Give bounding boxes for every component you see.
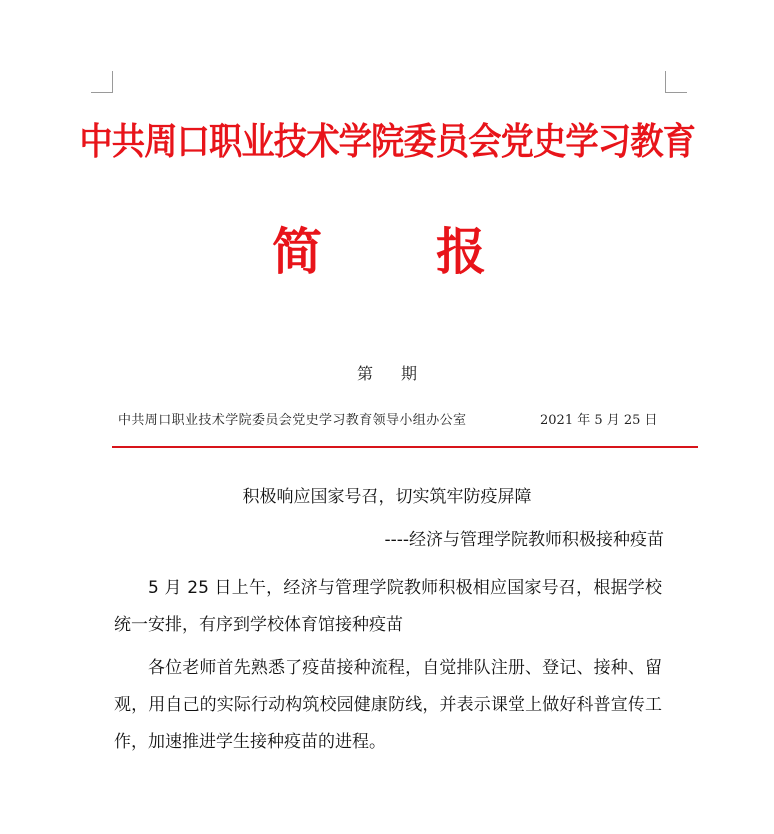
article-paragraph: 各位老师首先熟悉了疫苗接种流程，自觉排队注册、登记、接种、留观，用自己的实际行动构筑校园健康防线，并表示课堂上做好科普宣传工作，加速推进学生接种疫苗的进程。 [114,658,662,752]
issue-date: 2021 年 5 月 25 日 [540,413,658,428]
red-divider-line [112,446,698,448]
issue-suffix: 期 [401,364,418,383]
issuing-office: 中共周口职业技术学院委员会党史学习教育领导小组办公室 [118,413,467,428]
bulletin-masthead-title: 中共周口职业技术学院委员会党史学习教育 [79,120,695,163]
article-title: 积极响应国家号召，切实筑牢防疫屏障 [242,487,532,507]
bulletin-label-char-2: 报 [436,222,486,281]
crop-mark-top-right [665,71,687,93]
crop-mark-top-left [91,71,113,93]
issue-number [0,362,774,386]
bulletin-label-char-1: 简 [272,222,322,281]
issue-prefix: 第 [356,364,373,383]
article-subtitle: ----经济与管理学院教师积极接种疫苗 [384,530,664,550]
article-paragraph: 5 月 25 日上午，经济与管理学院教师积极相应国家号召，根据学校统一安排，有序到学校体育馆接种疫苗 [114,578,662,635]
